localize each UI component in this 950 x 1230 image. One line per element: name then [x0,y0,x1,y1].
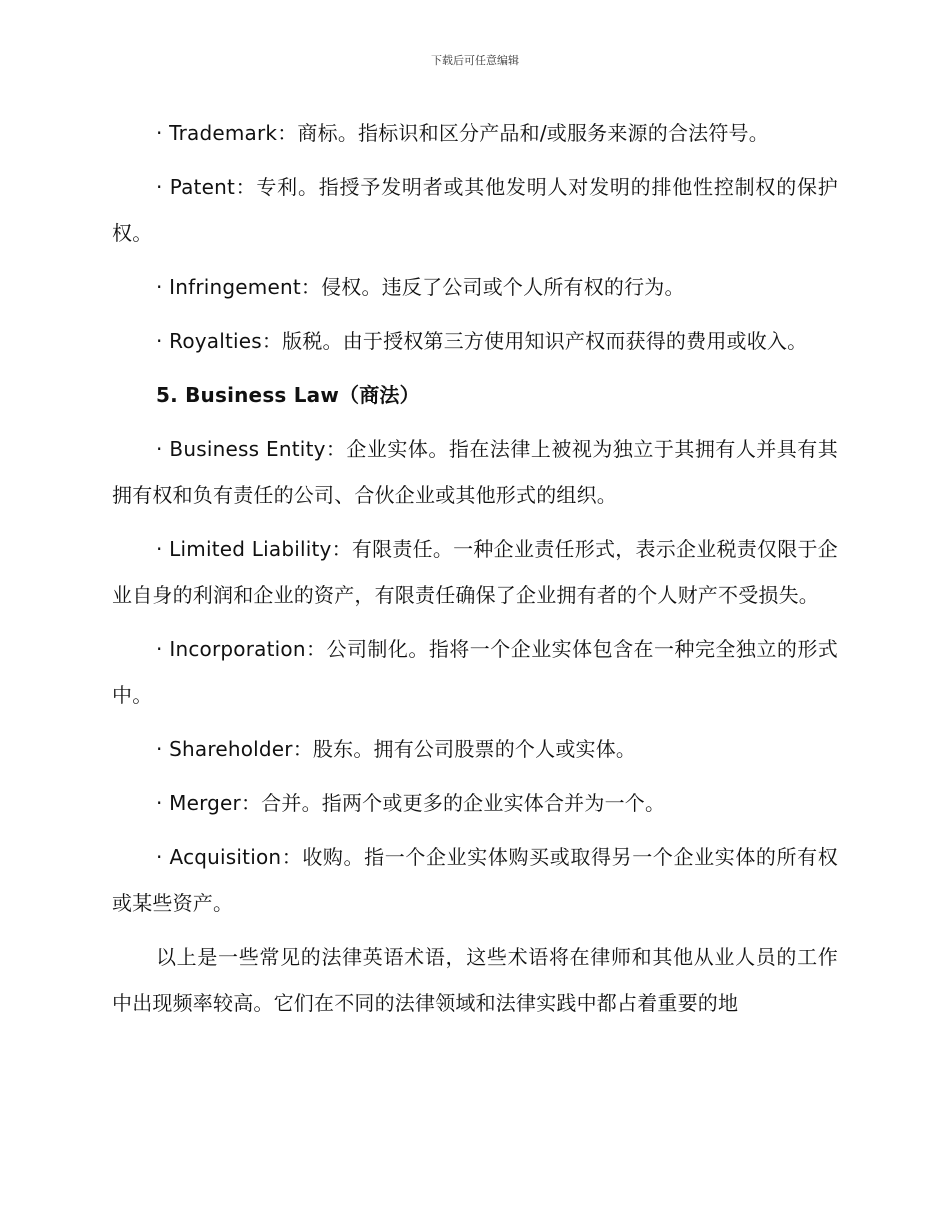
term-trademark: · Trademark：商标。指标识和区分产品和/或服务来源的合法符号。 [156,121,769,145]
term-limited-liability: · Limited Liability：有限责任。一种企业责任形式，表示企业税责仅限于企业自身的利润和企业的资产，有限责任确保了企业拥有者的个人财产不受损失。 [112,537,838,607]
closing-paragraph: 以上是一些常见的法律英语术语，这些术语将在律师和其他从业人员的工作中出现频率较高。它们在不同的法律领域和法律实践中都占着重要的地 [112,945,838,1015]
section-heading-business-law: 5. Business Law（商法） [156,383,420,407]
term-business-entity: · Business Entity：企业实体。指在法律上被视为独立于其拥有人并具有其拥有权和负有责任的公司、合伙企业或其他形式的组织。 [112,437,838,507]
document-body [112,110,838,1034]
page-header-note: 下载后可任意编辑 [431,54,519,67]
term-infringement: · Infringement：侵权。违反了公司或个人所有权的行为。 [156,275,685,299]
term-royalties: · Royalties：版税。由于授权第三方使用知识产权而获得的费用或收入。 [156,329,808,353]
term-merger: · Merger：合并。指两个或更多的企业实体合并为一个。 [156,791,666,815]
term-patent: · Patent：专利。指授予发明者或其他发明人对发明的排他性控制权的保护权。 [112,175,838,245]
term-acquisition: · Acquisition：收购。指一个企业实体购买或取得另一个企业实体的所有权或某些资产。 [112,845,838,915]
term-shareholder: · Shareholder：股东。拥有公司股票的个人或实体。 [156,737,637,761]
term-incorporation: · Incorporation：公司制化。指将一个企业实体包含在一种完全独立的形式中。 [112,637,838,707]
